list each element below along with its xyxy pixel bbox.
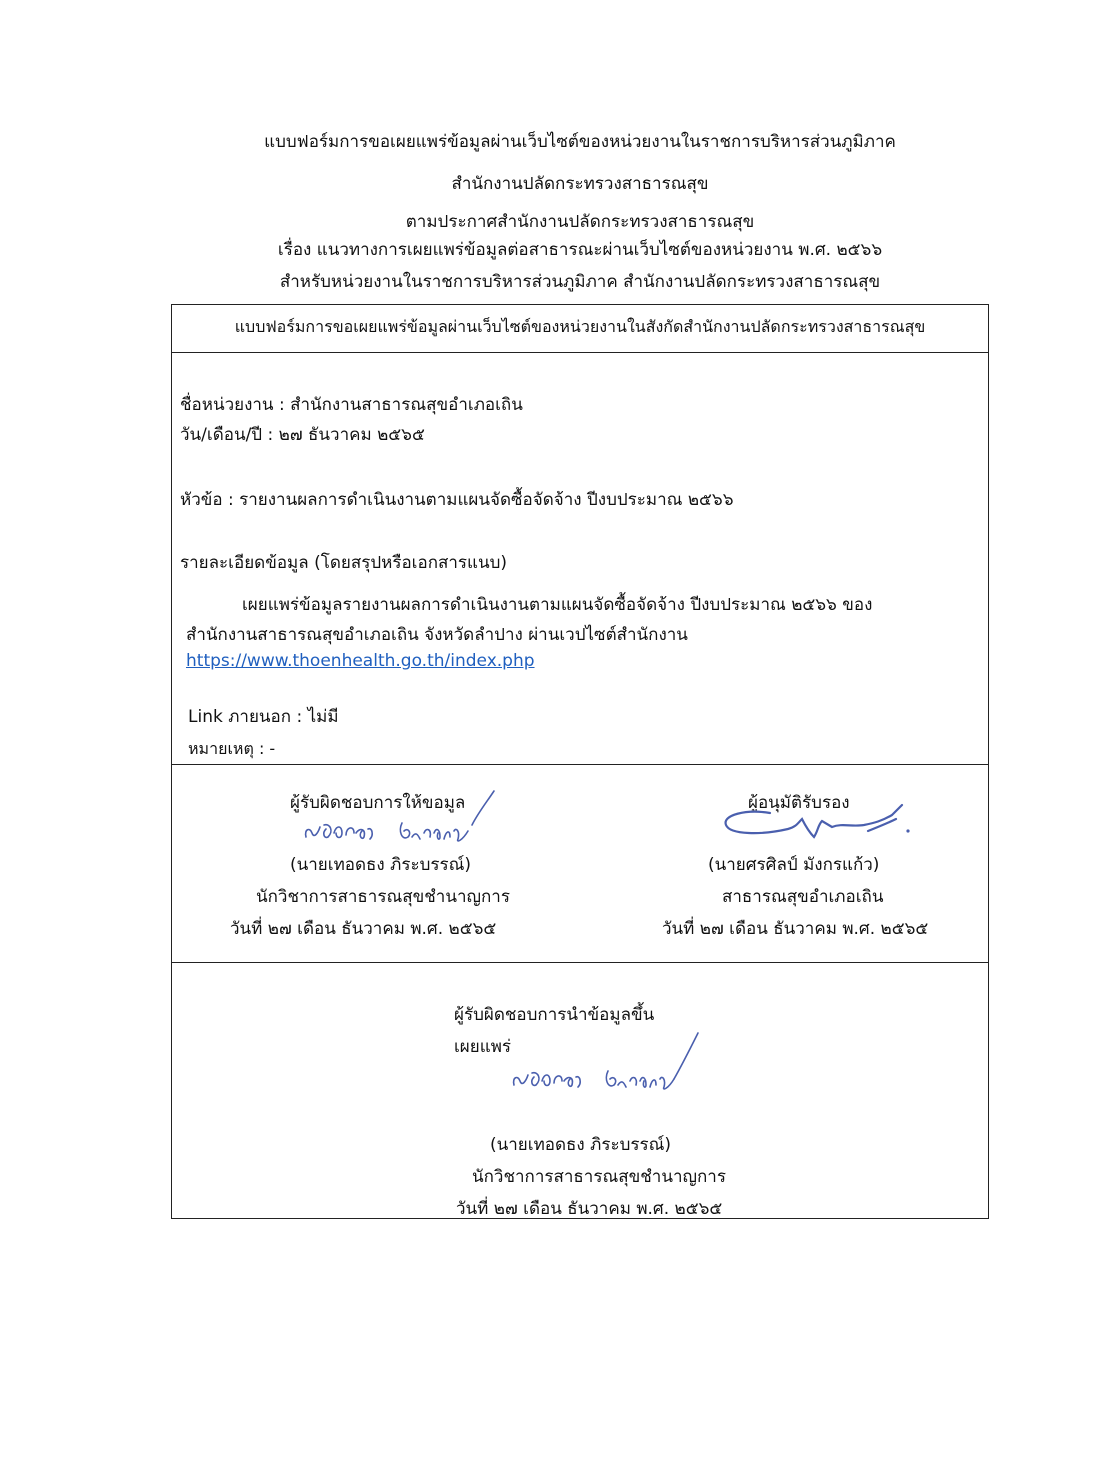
- header-line-1: แบบฟอร์มการขอเผยแพร่ข้อมูลผ่านเว็บไซต์ของหน่วยงานในราชการบริหารส่วนภูมิภาค: [264, 132, 896, 152]
- subject-line: หัวข้อ : รายงานผลการดำเนินงานตามแผนจัดซื้อจัดจ้าง ปีงบประมาณ ๒๕๖๖: [180, 490, 734, 510]
- header-line-3: ตามประกาศสำนักงานปลัดกระทรวงสาธารณสุข: [405, 212, 755, 232]
- header-line-2: สำนักงานปลัดกระทรวงสาธารณสุข: [451, 174, 709, 194]
- website-link[interactable]: https://www.thoenhealth.go.th/index.php: [186, 651, 535, 671]
- right-signer-date: วันที่ ๒๗ เดือน ธันวาคม พ.ศ. ๒๕๖๕: [662, 919, 929, 939]
- publisher-name: (นายเทอดธง ภิระบรรณ์): [490, 1135, 672, 1155]
- right-signer-name: (นายศรศิลป์ มังกรแก้ว): [708, 855, 880, 875]
- detail-line-2: สำนักงานสาธารณสุขอำเภอเถิน จังหวัดลำปาง ผ่านเวปไซต์สำนักงาน: [186, 625, 688, 645]
- signature-section: [172, 765, 988, 963]
- publisher-section: [172, 963, 988, 1220]
- right-signer-position: สาธารณสุขอำเภอเถิน: [722, 887, 884, 907]
- publisher-role-line-1: ผู้รับผิดชอบการนำข้อมูลขึ้น: [454, 1005, 655, 1025]
- header-line-5: สำหรับหน่วยงานในราชการบริหารส่วนภูมิภาค สำนักงานปลัดกระทรวงสาธารณสุข: [279, 272, 881, 292]
- left-signer-position: นักวิชาการสาธารณสุขชำนาญการ: [256, 887, 510, 907]
- left-signer-date: วันที่ ๒๗ เดือน ธันวาคม พ.ศ. ๒๕๖๕: [230, 919, 497, 939]
- right-signer-role: ผู้อนุมัติรับรอง: [748, 793, 850, 813]
- publisher-role-line-2: เผยแพร่: [454, 1037, 512, 1057]
- remark-line: หมายเหตุ : -: [188, 739, 276, 758]
- date-line: วัน/เดือน/ปี : ๒๗ ธันวาคม ๒๕๖๕: [180, 425, 425, 445]
- detail-line-1: เผยแพร่ข้อมูลรายงานผลการดำเนินงานตามแผนจัดซื้อจัดจ้าง ปีงบประมาณ ๒๕๖๖ ของ: [242, 595, 873, 615]
- detail-heading: รายละเอียดข้อมูล (โดยสรุปหรือเอกสารแนบ): [180, 553, 508, 573]
- publisher-signature-image: [502, 1029, 712, 1099]
- form-details-section: [172, 353, 988, 765]
- right-signature-image: [718, 803, 918, 851]
- publisher-position: นักวิชาการสาธารณสุขชำนาญการ: [472, 1167, 726, 1187]
- form-title: แบบฟอร์มการขอเผยแพร่ข้อมูลผ่านเว็บไซต์ของหน่วยงานในสังกัดสำนักงานปลัดกระทรวงสาธารณสุข: [172, 305, 988, 353]
- agency-line: ชื่อหน่วยงาน : สำนักงานสาธารณสุขอำเภอเถิน: [180, 395, 523, 415]
- header-line-4: เรื่อง แนวทางการเผยแพร่ข้อมูลต่อสาธารณะผ่านเว็บไซต์ของหน่วยงาน พ.ศ. ๒๕๖๖: [277, 240, 883, 260]
- left-signer-name: (นายเทอดธง ภิระบรรณ์): [290, 855, 472, 875]
- left-signature-image: [290, 777, 510, 851]
- external-link-line: Link ภายนอก : ไม่มี: [188, 707, 339, 727]
- publication-form: [171, 304, 989, 1219]
- left-signer-role: ผู้รับผิดชอบการให้ขอมูล: [290, 793, 466, 813]
- publisher-date: วันที่ ๒๗ เดือน ธันวาคม พ.ศ. ๒๕๖๕: [456, 1199, 723, 1219]
